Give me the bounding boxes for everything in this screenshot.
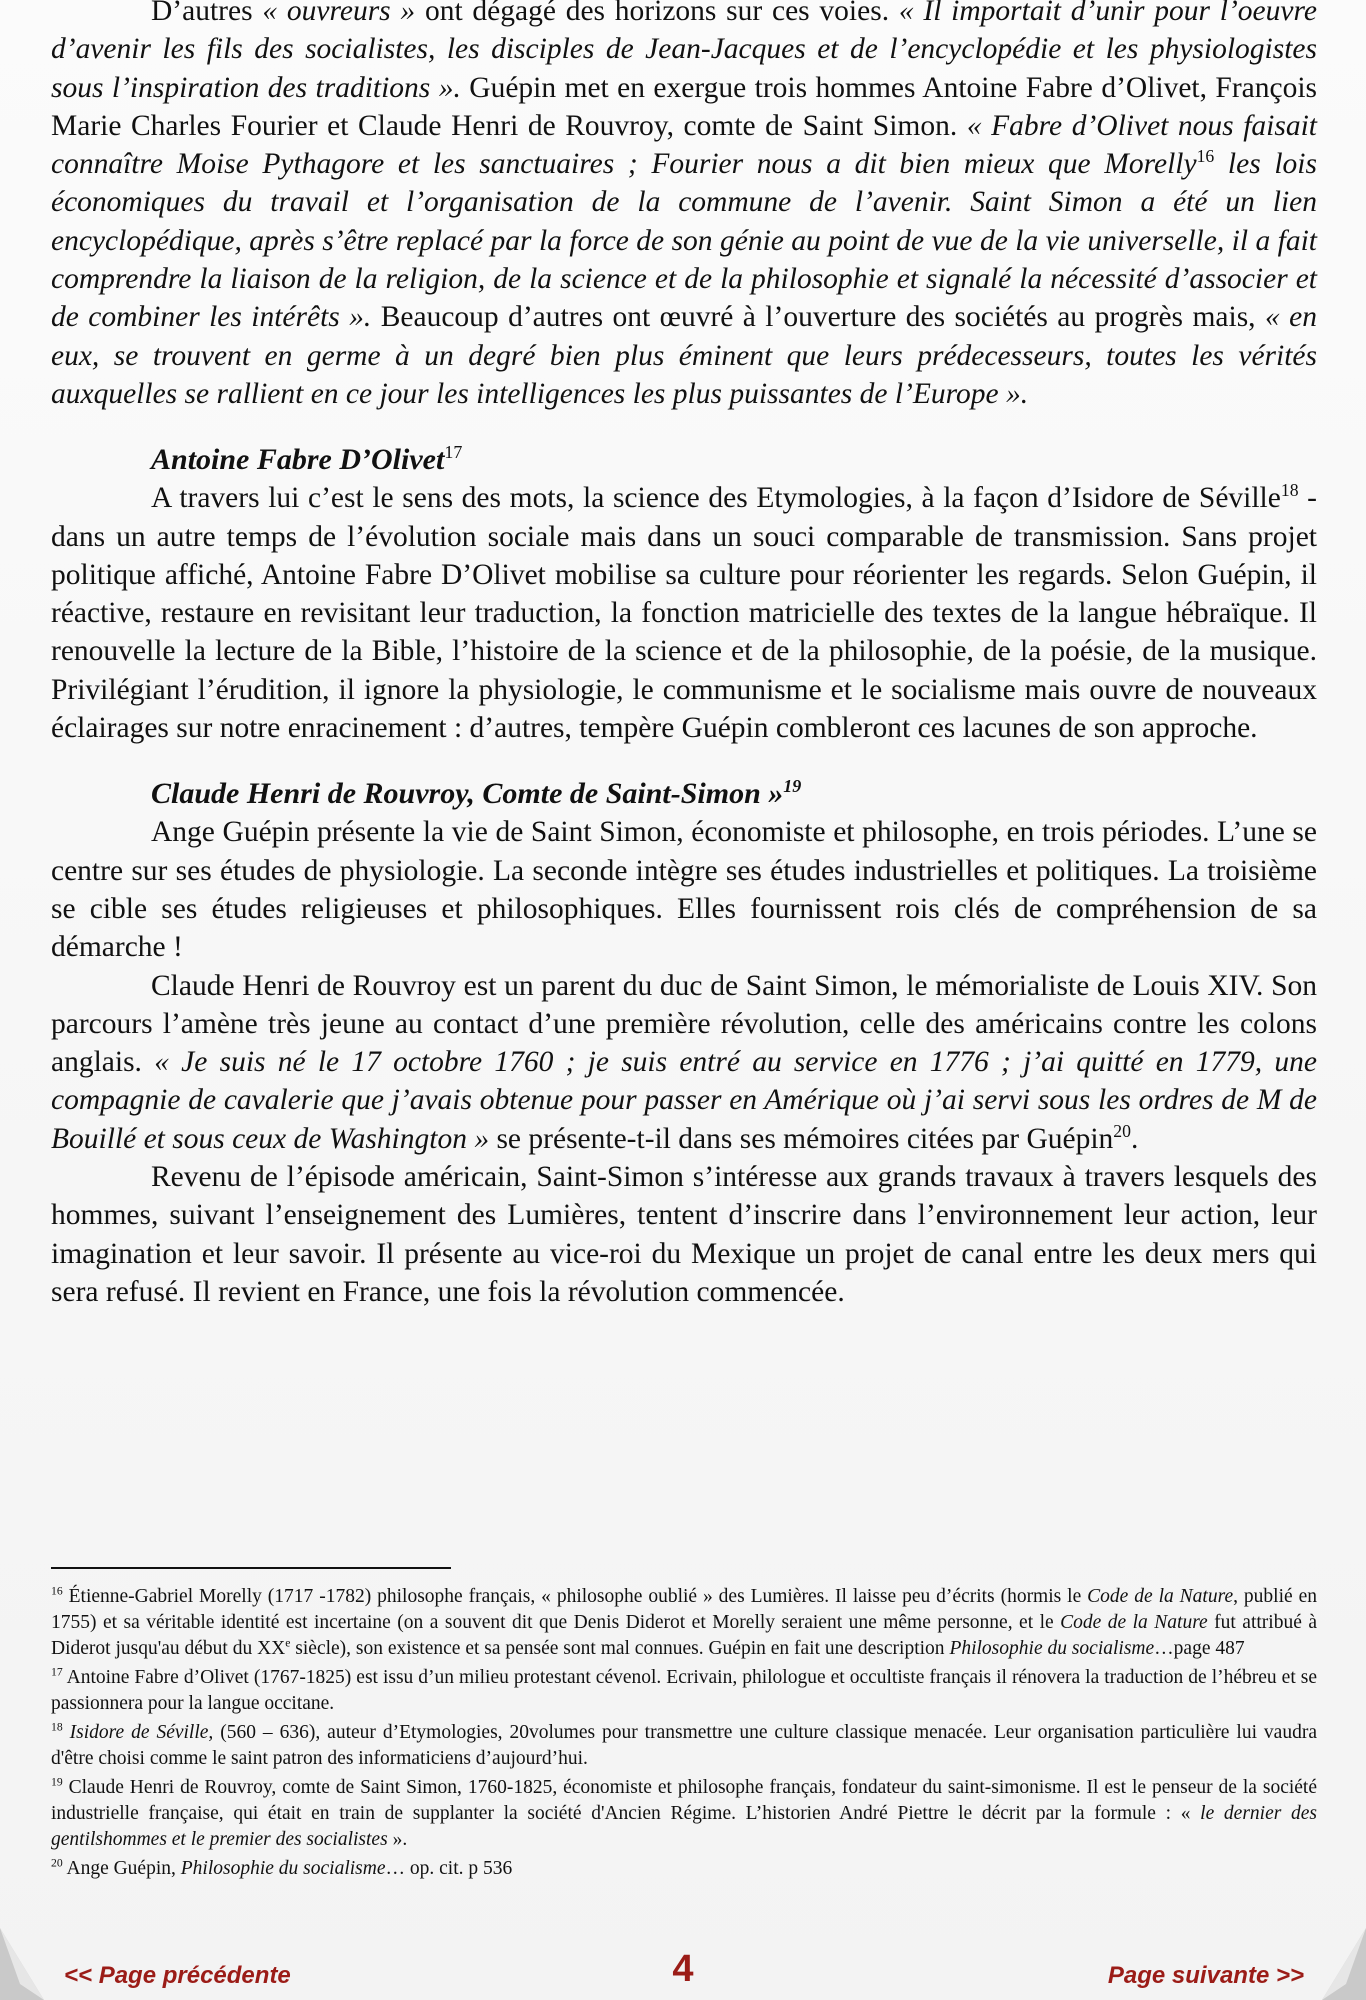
text-run: - dans un autre temps de l’évolution sociale mais dans un souci comparable de transmission. Sans projet politique affiché, Antoine Fabre D’Olivet mobilise sa culture pour réorienter les regards. Selon Guépin, il réactive, restaure en revisitant leur traduction, la fonction matricielle des textes de la langue hébraïque. Il renouvelle la lecture de la Bible, l’histoire de la science et de la philosophie, de la poésie, de la musique. Privilégiant l’érudition, il ignore la physiologie, le communisme et le socialisme mais ouvre de nouveaux éclairages sur notre enracinement : d’autres, tempère Guépin combleront ces lacunes de son approche.: [51, 482, 1317, 745]
text-run: D’autres: [151, 0, 263, 27]
text-run: Claude Henri de Rouvroy est un parent du duc de Saint Simon, le mémorialiste de Louis XIV. Son parcours l’amène très jeune au contact d’une première révolution, celle des américains contre les colons anglais.: [51, 969, 1317, 1079]
heading-text: Antoine Fabre D’Olivet: [151, 443, 445, 477]
text-run: Ange Guépin,: [62, 1858, 181, 1879]
footnote-separator: [51, 1567, 451, 1569]
paragraph-three-periods: Ange Guépin présente la vie de Saint Simon, économiste et philosophe, en trois périodes. L’une se centre sur ses études de physiologie. La seconde intègre ses études industrielles et politiques. La troisième se cible ses études religieuses et philosophiques. Elles fournissent rois clés de compréhension de sa démarche !: [51, 816, 1317, 964]
quote-run: « Je suis né le 17 octobre 1760 ; je suis entré au service en 1776 ; j’ai quitté en 1779, une compagnie de cavalerie que j’avais obtenue pour passer en Amérique où j’ai servi sous les ordres de M de Bouillé et sous ceux de Washington »: [51, 1046, 1317, 1155]
italic-run: « ouvreurs »: [262, 0, 416, 27]
quote-run: « Il importait d’unir pour l’oeuvre d’avenir les fils des socialistes, les disciples de Jean-Jacques et de l’encyclopédie et les physiologistes sous l’inspiration des traditions ».: [51, 0, 1317, 104]
text-run: Antoine Fabre d’Olivet (1767-1825) est issu d’un milieu protestant cévenol. Ecrivain, philologue et occultiste français il rénovera la traduction de l’hébreu et se passionnera pour la langue occitane.: [51, 1667, 1317, 1714]
italic-run: Philosophie du socialisme: [180, 1858, 386, 1879]
footnotes: [51, 1584, 1317, 1885]
footnote-ref[interactable]: 20: [1113, 1120, 1131, 1141]
next-page-link[interactable]: Page suivante >>: [1107, 1962, 1304, 1989]
page-number: 4: [672, 1948, 694, 1990]
previous-page-link[interactable]: << Page précédente: [64, 1962, 291, 1989]
text-run: Claude Henri de Rouvroy, comte de Saint Simon, 1760-1825, économiste et philosophe français, fondateur du saint-simonisme. Il est le penseur de la société industrielle française, qui était en train de supplanter la société d'Ancien Régime. L’historien André Piettre le décrit par la formule : «: [51, 1777, 1317, 1824]
footnote-ref[interactable]: 18: [1280, 480, 1299, 501]
italic-run: Philosophie du socialisme: [949, 1638, 1155, 1659]
footnote-ref[interactable]: 17: [444, 442, 463, 463]
text-run: fut attribué à Diderot jusqu'au début du XX: [51, 1612, 1317, 1659]
italic-run: Code de la Nature: [1060, 1612, 1208, 1633]
text-run: ».: [387, 1829, 408, 1850]
footnote-18: [51, 1720, 1317, 1772]
superscript: e: [285, 1636, 291, 1650]
text-run: siècle), son existence et sa pensée sont mal connues. Guépin en fait une description: [290, 1638, 950, 1659]
footnote-number: 16: [51, 1584, 63, 1598]
footnote-16: [51, 1584, 1317, 1662]
text-run: Étienne-Gabriel Morelly (1717 -1782) philosophe français, « philosophe oublié » des Lumières. Il laisse peu d’écrits (hormis le: [62, 1586, 1088, 1607]
paragraph-american-episode: Revenu de l’épisode américain, Saint-Simon s’intéresse aux grands travaux à travers lesquels des hommes, suivant l’enseignement des Lumières, tentent d’inscrire dans l’environnement leur action, leur imagination et leur savoir. Il présente au vice-roi du Mexique un projet de canal entre les deux mers qui sera refusé. Il revient en France, une fois la révolution commencée.: [51, 1161, 1317, 1308]
text-run: .: [1130, 1122, 1139, 1155]
footnote-number: 20: [51, 1856, 63, 1870]
quote-run: « en eux, se trouvent en germe à un degré bien plus éminent que leurs prédecesseurs, toutes les vérités auxquelles se rallient en ce jour les intelligences les plus puissantes de l’Europe ».: [51, 301, 1317, 410]
italic-run: Isidore de Séville,: [69, 1722, 214, 1743]
text-run: , publié en 1755) et sa véritable identité est incertaine (on a souvent dit que Denis Diderot et Morelly seraient une même personne, et le: [51, 1586, 1317, 1633]
footnote-number: 19: [51, 1775, 63, 1789]
text-run: …page 487: [1154, 1638, 1245, 1659]
footnote-ref[interactable]: 19: [783, 776, 802, 797]
footnote-ref[interactable]: 16: [1196, 146, 1215, 167]
text-run: … op. cit. p 536: [385, 1858, 513, 1879]
section-heading-fabre-dolivet: [51, 441, 1317, 479]
footnote-20: [51, 1856, 1317, 1882]
italic-run: Code de la Nature: [1087, 1586, 1234, 1607]
paragraph-fabre-dolivet: [51, 479, 1317, 747]
footnote-number: 17: [51, 1665, 63, 1679]
paragraph-rouvroy: [51, 967, 1317, 1158]
text-run: ont dégagé des horizons sur ces voies.: [415, 0, 899, 27]
main-text: [51, 0, 1317, 1311]
text-run: se présente-t-il dans ses mémoires citées par Guépin: [489, 1122, 1114, 1155]
quote-run: les lois économiques du travail et l’organisation de la commune de l’avenir. Saint Simon a été un lien encyclopédique, après s’être replacé par la force de son génie au point de vue de la vie universelle, il a fait comprendre la liaison de la religion, de la science et de la philosophie et signalé la nécessité d’associer et de combiner les intérêts ».: [51, 148, 1317, 334]
paragraph-ouvreurs: [51, 0, 1317, 413]
text-run: Beaucoup d’autres ont œuvré à l’ouverture des sociétés au progrès mais,: [371, 301, 1265, 334]
section-heading-saint-simon: [51, 775, 1317, 813]
text-run: Guépin met en exergue trois hommes Antoine Fabre d’Olivet, François Marie Charles Fourier et Claude Henri de Rouvroy, comte de Saint Simon.: [51, 71, 1318, 142]
footnote-17: [51, 1665, 1317, 1717]
footnote-number: 18: [51, 1720, 63, 1734]
italic-run: le dernier des gentilshommes et le premier des socialistes: [51, 1803, 1317, 1850]
text-run: A travers lui c’est le sens des mots, la science des Etymologies, à la façon d’Isidore de Séville: [151, 482, 1281, 515]
text-run: (560 – 636), auteur d’Etymologies, 20volumes pour transmettre une culture classique menacée. Leur organisation particulière lui vaudra d'être choisi comme le saint patron des informaticiens d’aujourd’hui.: [51, 1722, 1317, 1769]
quote-run: « Fabre d’Olivet nous faisait connaître Moise Pythagore et les sanctuaires ; Fourier nous a dit bien mieux que Morelly: [51, 109, 1317, 181]
footnote-19: [51, 1775, 1317, 1853]
heading-text: Claude Henri de Rouvroy, Comte de Saint-Simon »: [151, 777, 784, 811]
